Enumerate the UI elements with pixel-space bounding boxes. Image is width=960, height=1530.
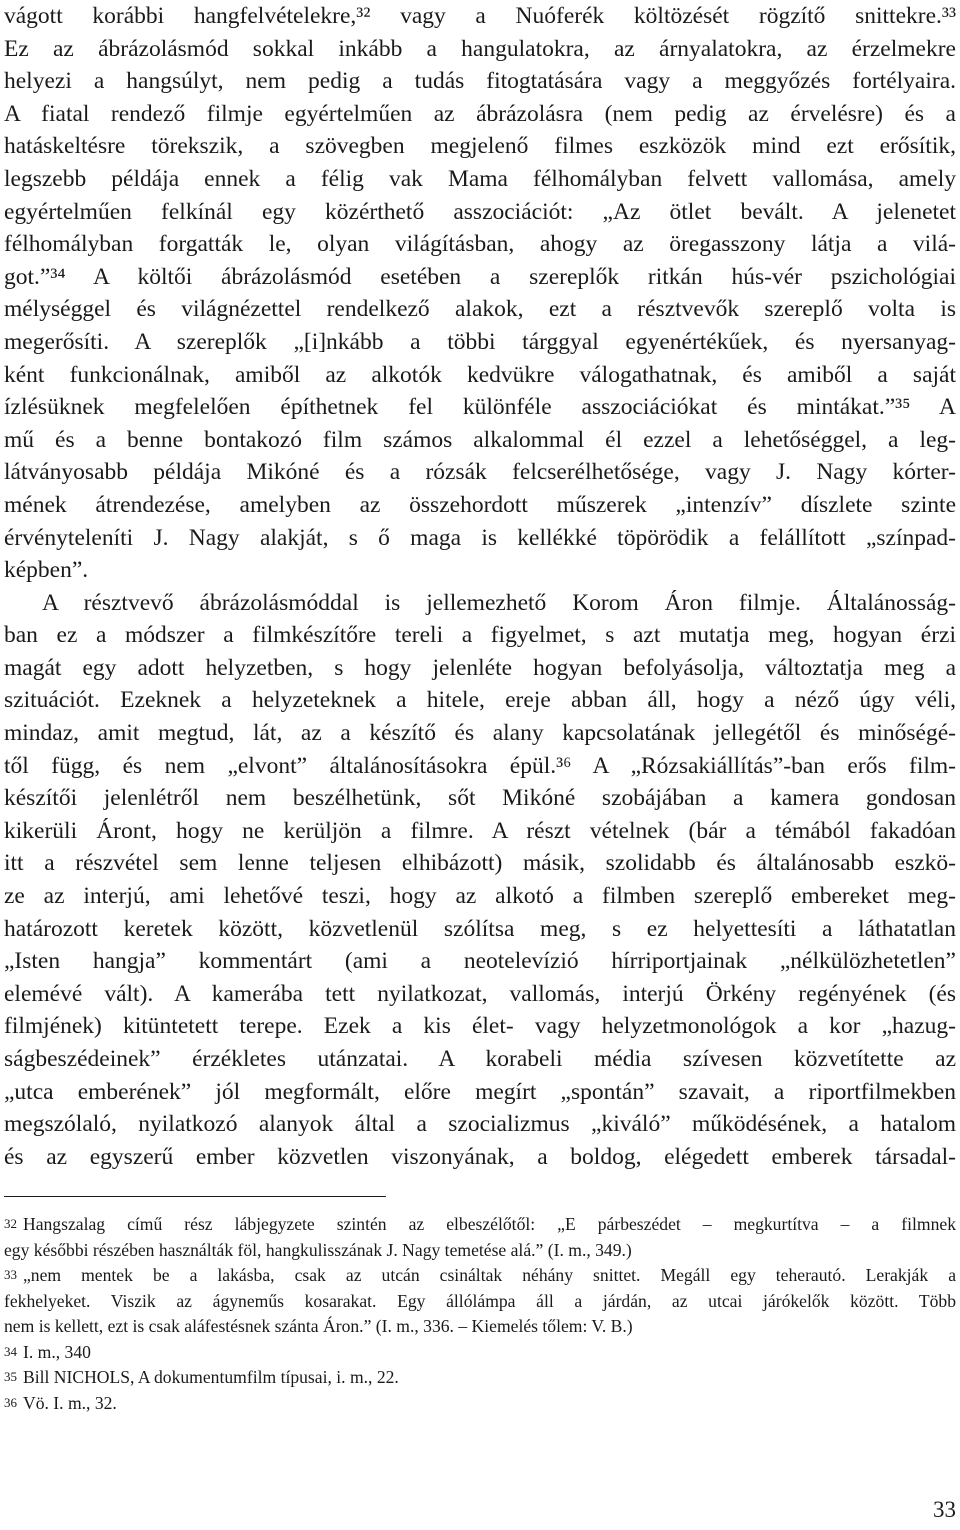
body-line: ságbeszédeinek” érzékletes utánzatai. A korabeli média szívesen közvetítette az (4, 1046, 956, 1072)
body-line: ban ez a módszer a filmkészítőre tereli a figyelmet, s azt mutatja meg, hogyan érzi (4, 622, 956, 649)
body-line: megerősíti. A szereplők „[i]nkább a többi tárggyal egyenértékűek, és nyersanyag- (4, 328, 956, 355)
body-line: filmjének) kitüntetett terepe. Ezek a kis élet- vagy helyzetmonológok a kor „hazug- (4, 1013, 956, 1040)
footnote-text: nem is kellett, ezt is csak aláfestésnek szánta Áron.” (I. m., 336. – Kiemelés tőlem: V. B.) (4, 1316, 633, 1336)
footnote-number: 35 (4, 1369, 17, 1384)
body-line: képben”. (4, 557, 89, 584)
body-line: egyértelműen felkínál egy közérthető asszociációt: „Az ötlet bevált. A jelenetet (4, 198, 956, 225)
footnote-line (4, 1263, 956, 1289)
page-number: 33 (933, 1497, 956, 1522)
body-line: től függ, és nem „elvont” általánosításokra épül.³⁶ A „Rózsakiállítás”-ban erős film- (4, 752, 956, 779)
footnotes (4, 1212, 956, 1416)
body-line: mindaz, amit megtud, lát, az a készítő és alany kapcsolatának jellegétől és minőségé- (4, 720, 956, 747)
footnote-number: 33 (4, 1267, 17, 1282)
footnote-line (4, 1391, 956, 1417)
footnote-number: 36 (4, 1394, 17, 1410)
footnote-line (4, 1212, 956, 1238)
body-line: A résztvevő ábrázolásmóddal is jellemezhető Korom Áron filmje. Általánosság- (42, 589, 956, 616)
body-line: kikerüli Áront, hogy ne kerüljön a filmre. A részt vételnek (bár a témából fakadóan (4, 817, 956, 844)
body-line: mű és a benne bontakozó film számos alkalommal él ezzel a lehetőséggel, a leg- (4, 426, 956, 453)
footnote-text: „nem mentek be a lakásba, csak az utcán csináltak néhány snittet. Megáll egy teherautó. Lerakják a (23, 1265, 956, 1285)
body-line: Ez az ábrázolásmód sokkal inkább a hangulatokra, az árnyalatokra, az érzelmekre (4, 35, 956, 62)
body-line: mének átrendezése, amelyben az összehordott műszerek „intenzív” díszlete szinte (4, 491, 956, 518)
footnote-text: I. m., 340 (23, 1341, 91, 1362)
body-line: hatáskeltésre törekszik, a szövegben megjelenő filmes eszközök mind ezt erősítik, (4, 133, 956, 160)
body-line: itt a részvétel sem lenne teljesen elhibázott) másik, szolidabb és általánosabb eszkö- (4, 850, 956, 877)
body-line: vágott korábbi hangfelvételekre,³² vagy a Nuóferék költözését rögzítő snittekre.³³ (4, 3, 956, 29)
body-line: magát egy adott helyzetben, s hogy jelenléte hogyan befolyásolja, változtatja meg a (4, 654, 956, 681)
body-line: látványosabb példája Mikóné és a rózsák felcserélhetősége, vagy J. Nagy kórter- (4, 459, 956, 486)
body-line: érvényteleníti J. Nagy alakját, s ő maga is kellékké töpörödik a felállított „színpad- (4, 524, 956, 551)
footnote-text: Hangszalag című rész lábjegyzete szintén az elbeszélőtől: „E párbeszédet – megkurtítva – a filmnek (23, 1214, 956, 1234)
footnote-separator (4, 1196, 386, 1197)
body-line: „utca emberének” jól megformált, előre megírt „spontán” szavait, a riportfilmekben (4, 1078, 956, 1105)
body-line: határozott keretek között, közvetlenül szólítsa meg, s ez helyettesíti a láthatatlan (4, 915, 956, 942)
body-line: mélységgel és világnézettel rendelkező alakok, ezt a résztvevők szereplő volta is (4, 296, 956, 323)
footnote-line (4, 1238, 956, 1264)
footnote-number: 34 (4, 1343, 17, 1359)
footnote-text: Bill NICHOLS, A dokumentumfilm típusai, i. m., 22. (23, 1367, 399, 1387)
body-line: helyezi a hangsúlyt, nem pedig a tudás fitogtatására vagy a meggyőzés fortélyaira. (4, 68, 956, 95)
body-line: ízlésüknek megfelelően építhetnek fel különféle asszociációkat és mintákat.”³⁵ A (4, 394, 956, 421)
body-line: elemévé vált). A kamerába tett nyilatkozat, vallomás, interjú Örkény regényének (és (4, 980, 956, 1007)
body-line: megszólaló, nyilatkozó alanyok által a szocializmus „kiváló” működésének, a hatalom (4, 1111, 956, 1138)
body-line: „Isten hangja” kommentárt (ami a neotelevízió hírriportjainak „nélkülözhetetlen” (4, 948, 956, 975)
footnote-line (4, 1365, 956, 1391)
body-line: A fiatal rendező filmje egyértelműen az ábrázolásra (nem pedig az érvelésre) és a (4, 100, 956, 127)
footnote-text: Vö. I. m., 32. (23, 1392, 117, 1413)
footnote-text: fekhelyeket. Viszik az ágyneműs kosarakat. Egy állólámpa áll a járdán, az utcai járókelők között. Több (4, 1290, 956, 1311)
body-line: got.”³⁴ A költői ábrázolásmód esetében a szereplők ritkán hús-vér pszichológiai (4, 263, 956, 290)
body-line: szituációt. Ezeknek a helyzeteknek a hitele, ereje abban áll, hogy a néző úgy véli, (4, 687, 956, 714)
footnote-line (4, 1340, 956, 1366)
body-line: legszebb példája ennek a félig vak Mama félhomályban felvett vallomása, amely (4, 165, 956, 192)
body-line: ként funkcionálnak, amiből az alkotók kedvükre válogathatnak, és amiből a saját (4, 361, 956, 388)
footnote-line (4, 1314, 956, 1340)
body-line: készítői jelenlétről nem beszélhetünk, sőt Mikóné szobájában a kamera gondosan (4, 785, 956, 812)
body-line: félhomályban forgatták le, olyan világításban, ahogy az öregasszony látja a vilá- (4, 231, 956, 258)
footnote-text: egy későbbi részében használták föl, hangkulisszának J. Nagy temetése alá.” (I. m., 349.) (4, 1239, 632, 1260)
body-line: ze az interjú, ami lehetővé teszi, hogy az alkotó a filmben szereplő embereket meg- (4, 883, 956, 910)
footnote-number: 32 (4, 1216, 17, 1231)
body-text (4, 0, 956, 1173)
body-line: és az egyszerű ember közvetlen viszonyának, a boldog, elégedett emberek társadal- (4, 1143, 956, 1170)
footnote-line (4, 1289, 956, 1315)
